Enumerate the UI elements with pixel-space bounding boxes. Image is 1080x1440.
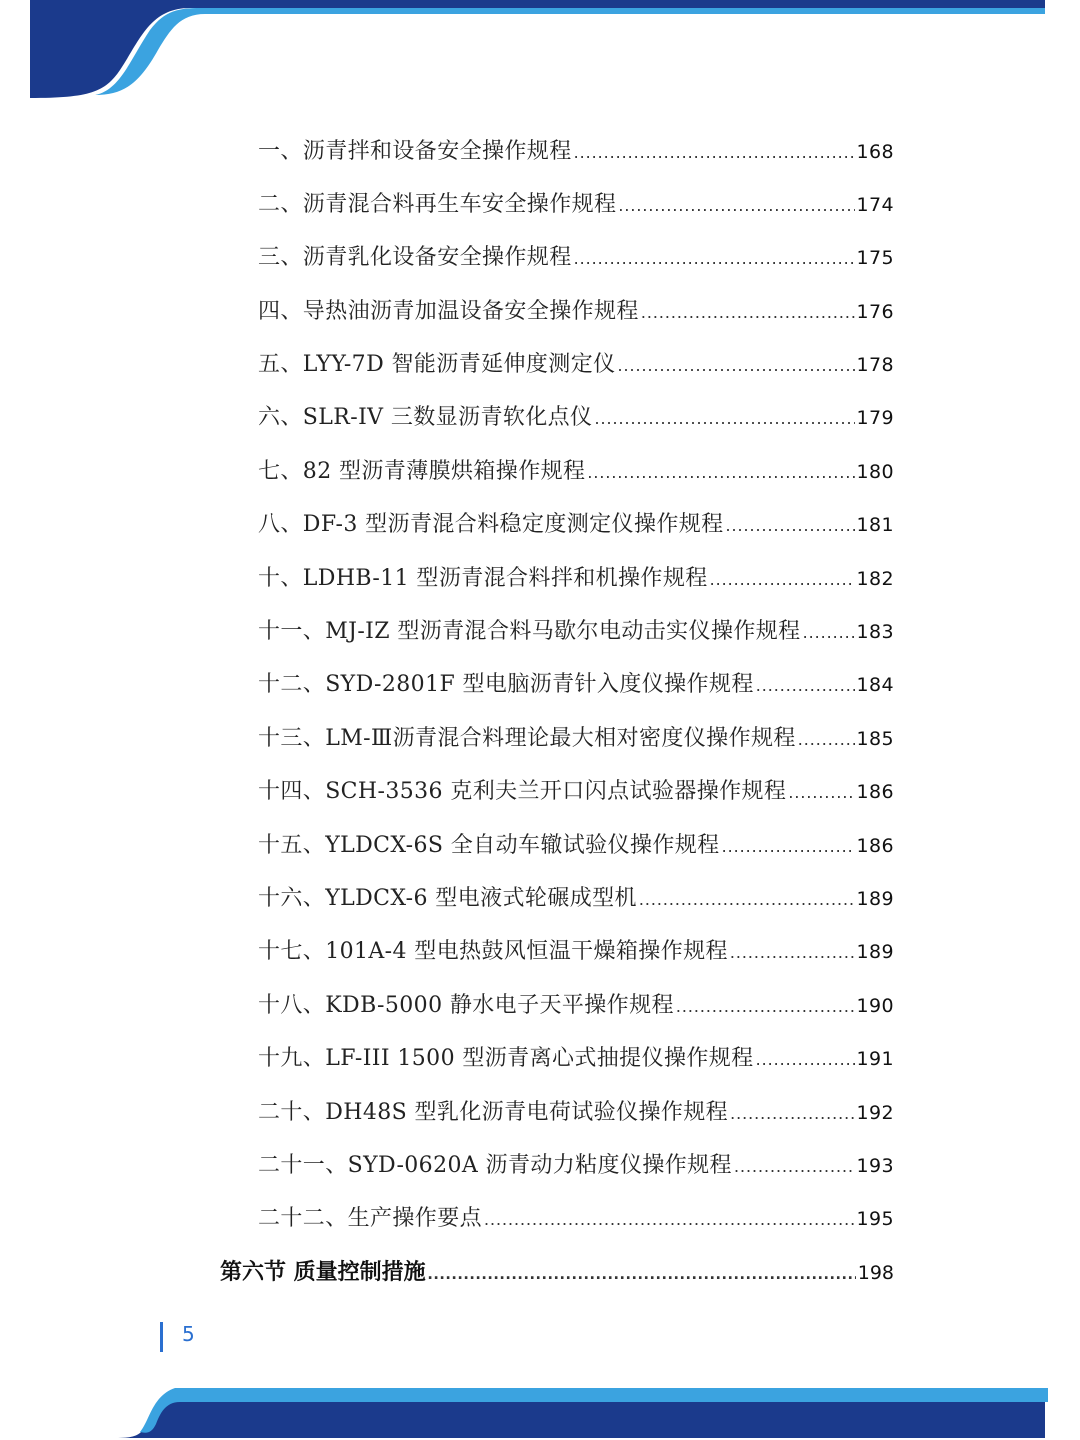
toc-entry-page: 186 [856,835,894,857]
toc-entry-title: 十三、LM-Ⅲ沥青混合料理论最大相对密度仪操作规程 [258,726,796,751]
toc-entry-page: 192 [856,1102,894,1124]
toc-entry-page: 183 [856,621,894,643]
toc-entry[interactable] [258,1201,894,1235]
toc-leader-dots [803,622,855,643]
toc-entry-page: 168 [856,141,894,163]
toc-entry-title: 十八、KDB-5000 静水电子天平操作规程 [258,993,674,1018]
toc-entry[interactable] [258,774,894,808]
toc-entry[interactable] [258,881,894,915]
toc-entry-page: 186 [856,781,894,803]
toc-entry[interactable] [258,667,894,701]
toc-entry-title: 十一、MJ-IZ 型沥青混合料马歇尔电动击实仪操作规程 [258,619,801,644]
toc-leader-dots [484,1209,855,1230]
toc-entry-page: 189 [856,941,894,963]
toc-entry[interactable] [258,614,894,648]
toc-leader-dots [734,1156,855,1177]
toc-entry[interactable] [258,347,894,381]
toc-leader-dots [587,462,854,483]
toc-entry-title: 二十二、生产操作要点 [258,1206,483,1231]
toc-leader-dots [788,782,854,803]
toc-entry-title: 二十、DH48S 型乳化沥青电荷试验仪操作规程 [258,1100,729,1125]
toc-leader-dots [639,889,855,910]
toc-leader-dots [798,729,855,750]
toc-entry-page: 190 [856,995,894,1017]
toc-entry[interactable] [258,187,894,221]
toc-entry-page: 174 [856,194,894,216]
toc-entry-title: 二、沥青混合料再生车安全操作规程 [258,192,617,217]
toc-section-page: 198 [857,1262,894,1284]
toc-entry-page: 178 [856,354,894,376]
toc-leader-dots [730,1103,854,1124]
toc-entry[interactable] [258,561,894,595]
toc-leader-dots [756,1049,855,1070]
toc-entry[interactable] [258,988,894,1022]
toc-entry-title: 十、LDHB-11 型沥青混合料拌和机操作规程 [258,566,708,591]
toc-section-title: 第六节 质量控制措施 [220,1260,426,1285]
toc-entry-title: 六、SLR-IV 三数显沥青软化点仪 [258,405,593,430]
toc-entry-title: 一、沥青拌和设备安全操作规程 [258,139,572,164]
toc-entry-page: 182 [856,568,894,590]
toc-entry-page: 195 [856,1208,894,1230]
toc-entry-title: 十二、SYD-2801F 型电脑沥青针入度仪操作规程 [258,672,754,697]
toc-entry[interactable] [258,134,894,168]
toc-entry-page: 189 [856,888,894,910]
toc-entry-title: 十七、101A-4 型电热鼓风恒温干燥箱操作规程 [258,939,728,964]
toc-leader-dots [722,836,855,857]
toc-entry-page: 181 [856,514,894,536]
toc-entry-title: 二十一、SYD-0620A 沥青动力粘度仪操作规程 [258,1153,732,1178]
toc-entry[interactable] [258,400,894,434]
toc-entry[interactable] [258,934,894,968]
toc-entry-title: 十九、LF-III 1500 型沥青离心式抽提仪操作规程 [258,1046,754,1071]
toc-leader-dots [710,569,855,590]
page-number: 5 [182,1322,195,1346]
toc-entry-page: 193 [856,1155,894,1177]
toc-entry-title: 五、LYY-7D 智能沥青延伸度测定仪 [258,352,616,377]
toc-entry[interactable] [258,721,894,755]
toc-entry[interactable] [258,1148,894,1182]
toc-entry-title: 十四、SCH-3536 克利夫兰开口闪点试验器操作规程 [258,779,787,804]
toc-leader-dots [618,355,855,376]
toc-entry-page: 184 [856,674,894,696]
toc-entry-page: 179 [856,407,894,429]
page-number-bar [160,1322,163,1352]
toc-entry-page: 175 [856,247,894,269]
toc-entry-title: 七、82 型沥青薄膜烘箱操作规程 [258,459,586,484]
toc-entry[interactable] [258,294,894,328]
toc-entry-title: 四、导热油沥青加温设备安全操作规程 [258,299,639,324]
toc-entry-title: 三、沥青乳化设备安全操作规程 [258,245,572,270]
toc-leader-dots [641,302,855,323]
toc-leader-dots [594,408,854,429]
toc-entry[interactable] [258,828,894,862]
toc-entry-page: 191 [856,1048,894,1070]
toc-entry-title: 八、DF-3 型沥青混合料稳定度测定仪操作规程 [258,512,724,537]
toc-leader-dots [676,996,855,1017]
toc-entry-title: 十六、YLDCX-6 型电液式轮碾成型机 [258,886,637,911]
toc-leader-dots [618,195,854,216]
toc-entry[interactable] [258,1041,894,1075]
toc-entry-page: 176 [856,301,894,323]
toc-leader-dots [756,675,855,696]
toc-entry-page: 185 [856,728,894,750]
toc-entry-title: 十五、YLDCX-6S 全自动车辙试验仪操作规程 [258,833,720,858]
toc-entry[interactable] [258,1095,894,1129]
toc-leader-dots [726,515,855,536]
footer-decoration [0,1380,1080,1440]
toc-leader-dots [428,1263,856,1284]
toc-entry[interactable] [258,454,894,488]
toc-leader-dots [574,248,855,269]
toc-entry[interactable] [258,507,894,541]
toc-entry-page: 180 [856,461,894,483]
toc-entry[interactable] [258,240,894,274]
toc-leader-dots [730,942,855,963]
toc-section-entry[interactable] [220,1255,894,1289]
toc-leader-dots [574,142,855,163]
